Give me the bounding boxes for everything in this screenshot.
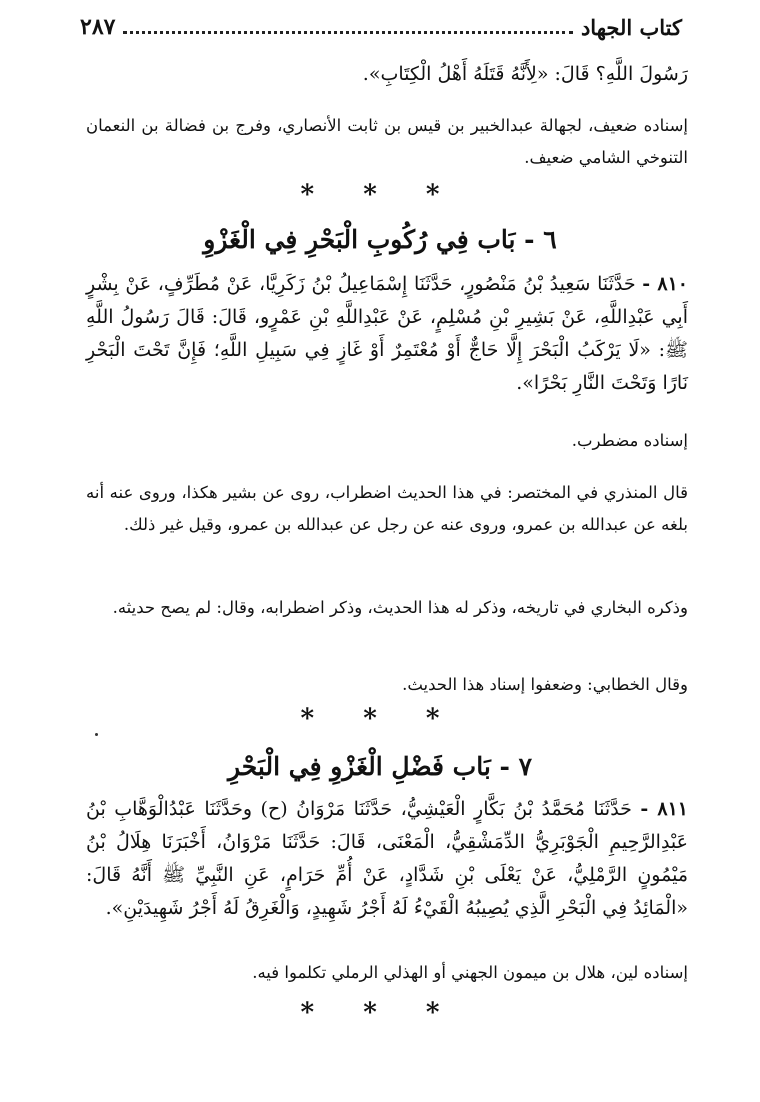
bukhari-text: وذكره البخاري في تاريخه، وذكر له هذا الحديث، وذكر اضطرابه، وقال: لم يصح حديثه. [112,598,688,617]
continuation-text: رَسُولَ اللَّهِ؟ قَالَ: «لِأَنَّهُ قَتَلَهُ أَهْلُ الْكِتَابِ». [362,63,688,85]
grading-1-text: إسناده ضعيف، لجهالة عبدالخبير بن قيس بن ثابت الأنصاري، وفرج بن فضالة بن النعمان التنوخي الشامي ضعيف. [86,116,688,167]
khattabi-text: وقال الخطابي: وضعفوا إسناد هذا الحديث. [402,675,688,694]
bukhari-note [86,592,688,624]
hadith-811-number: ٨١١ - [640,798,688,820]
khattabi-note [86,669,688,701]
section-separator-1: * * * [300,180,460,210]
grading-810 [86,425,688,457]
hadith-811 [86,793,688,925]
hadith-811-text: حَدَّثَنَا مُحَمَّدُ بْنُ بَكَّارٍ الْعَيْشِيُّ، حَدَّثَنَا مَرْوَانُ (ح) وحَدَّثَنَا عَبْدُالْوَهَّابِ بْنُ عَبْدِالرَّحِيمِ الْجَوْبَرِيُّ الدِّمَشْقِيُّ، الْمَعْنَى، قَالَ: حَدَّثَنَا مَرْوَانُ، أَخْبَرَنَا هِلَالُ بْنُ مَيْمُونٍ الرَّمْلِيُّ، عَنْ يَعْلَى بْنِ شَدَّادٍ، عَنْ أُمِّ حَرَامٍ، عَنِ النَّبِيِّ ﷺ أَنَّهُ قَالَ: «الْمَائِدُ فِي الْبَحْرِ الَّذِي يُصِيبُهُ الْقَيْءُ لَهُ أَجْرُ شَهِيدٍ، وَالْغَرِقُ لَهُ أَجْرُ شَهِيدَيْنِ». [86,798,688,919]
hadith-continuation [86,58,688,91]
book-title: كتاب الجهاد [580,14,682,40]
grading-previous-hadith [86,110,688,174]
page-number: ٢٨٧ [80,14,116,40]
hadith-810-number: ٨١٠ - [642,273,688,295]
hadith-810 [86,268,688,400]
mundhiri-text: قال المنذري في المختصر: في هذا الحديث اضطراب، روى عن بشير هكذا، وروى عنه أنه بلغه عن عبدالله بن عمرو، وروى عنه عن رجل عن عبدالله بن عمرو، وقيل غير ذلك. [86,483,688,534]
hadith-810-text: حَدَّثَنَا سَعِيدُ بْنُ مَنْصُورٍ، حَدَّثَنَا إِسْمَاعِيلُ بْنُ زَكَرِيَّا، عَنْ مُطَرِّفٍ، عَنْ بِشْرٍ أَبِي عَبْدِاللَّهِ، عَنْ بَشِيرِ بْنِ مُسْلِمٍ، عَنْ عَبْدِاللَّهِ بْنِ عَمْرٍو، قَالَ: قَالَ رَسُولُ اللَّهِ ﷺ: «لَا يَرْكَبُ الْبَحْرَ إِلَّا حَاجٌّ أَوْ مُعْتَمِرٌ أَوْ غَازٍ فِي سَبِيلِ اللَّهِ؛ فَإِنَّ تَحْتَ الْبَحْرِ نَارًا وَتَحْتَ النَّارِ بَحْرًا». [86,273,688,394]
print-speck [95,733,98,736]
grading-810-text: إسناده مضطرب. [571,431,688,450]
page-header [80,12,682,42]
grading-811-text: إسناده لين، هلال بن ميمون الجهني أو الهذلي الرملي تكلموا فيه. [252,963,688,982]
header-dotted-leader [123,31,573,34]
mundhiri-note [86,477,688,541]
chapter-7-title: ٧ - بَاب فَضْلِ الْغَزْوِ فِي الْبَحْرِ [227,752,533,781]
section-separator-3: * * * [300,998,460,1028]
section-separator-2: * * * [300,704,460,734]
grading-811 [86,957,688,989]
chapter-6-title: ٦ - بَاب فِي رُكُوبِ الْبَحْرِ فِي الْغَزْوِ [203,225,557,254]
